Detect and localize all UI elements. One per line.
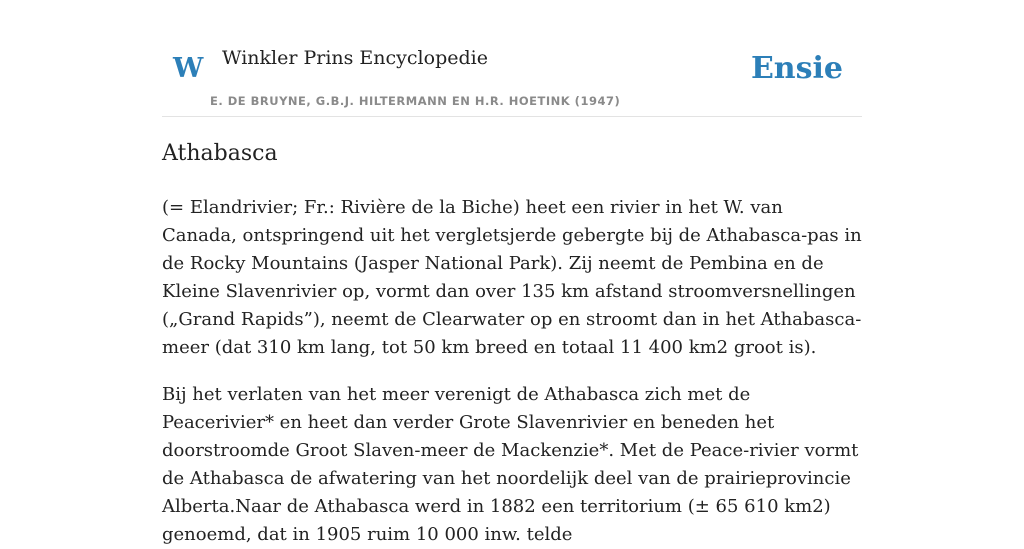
book-title[interactable]: Winkler Prins Encyclopedie	[222, 47, 488, 69]
book-authors: E. DE BRUYNE, G.B.J. HILTERMANN EN H.R. HOETINK (1947)	[210, 94, 621, 108]
article-title: Athabasca	[162, 141, 278, 166]
article-paragraph: Bij het verlaten van het meer verenigt de Athabasca zich met de Peacerivier* en heet dan verder Grote Slavenrivier en beneden het doorstroomde Groot Slaven-meer de Mackenzie*. Met de Peace-rivier vormt de Athabasca de afwatering van het noordelijk deel van de prairieprovincie Alberta.Naar de Athabasca werd in 1882 een territorium (± 65 610 km2) genoemd, dat in 1905 ruim 10 000 inw. telde	[162, 384, 859, 545]
winkler-prins-logo[interactable]: W	[173, 53, 204, 84]
article	[162, 138, 862, 549]
site-header	[162, 0, 862, 117]
ensie-logo-link[interactable]: Ensie	[750, 51, 843, 86]
article-paragraph: (= Elandrivier; Fr.: Rivière de la Biche) heet een rivier in het W. van Canada, ontspringend uit het vergletsjerde gebergte bij de Athabasca-pas in de Rocky Mountains (Jasper National Park). Zij neemt de Pembina en de Kleine Slavenrivier op, vormt dan over 135 km afstand stroomversnellingen („Grand Rapids”), neemt de Clearwater op en stroomt dan in het Athabasca-meer (dat 310 km lang, tot 50 km breed en totaal 11 400 km2 groot is).	[162, 197, 862, 358]
